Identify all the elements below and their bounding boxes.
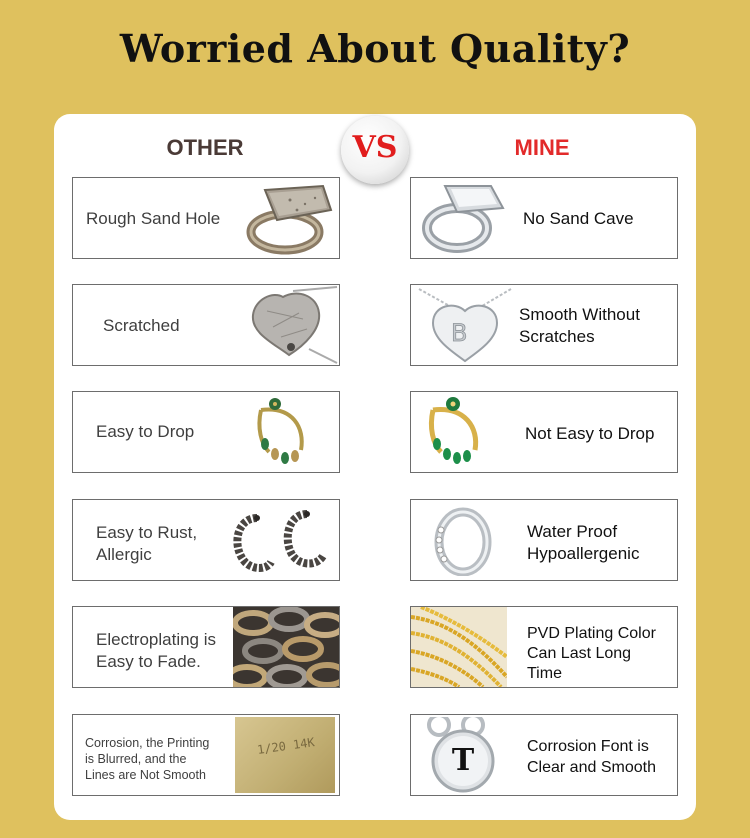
card-label: Rough Sand Hole xyxy=(86,209,221,228)
card-other-easy-drop xyxy=(72,391,340,473)
heart-pendant-icon xyxy=(415,285,515,365)
card-other-scratched xyxy=(72,284,340,366)
label-line: Lines are Not Smooth xyxy=(85,768,206,782)
card-other-corrosion xyxy=(72,714,340,796)
card-label: Not Easy to Drop xyxy=(525,424,655,443)
card-other-rust xyxy=(72,499,340,581)
label-line: PVD Plating Color xyxy=(527,625,656,642)
card-label xyxy=(527,736,656,778)
letter-pendant-icon xyxy=(417,717,509,793)
column-header-other: OTHER xyxy=(166,135,244,160)
column-header-mine: MINE xyxy=(514,135,570,160)
label-line: Scratches xyxy=(519,327,595,346)
card-mine-not-easy-drop xyxy=(410,391,678,473)
card-mine-smooth xyxy=(410,284,678,366)
gold-chain-icon xyxy=(411,607,507,687)
label-line: Easy to Fade. xyxy=(96,652,201,671)
label-line: is Blurred, and the xyxy=(85,752,187,766)
earring-icon xyxy=(413,394,493,470)
card-other-fade xyxy=(72,606,340,688)
vs-badge xyxy=(341,116,409,184)
label-line: Hypoallergenic xyxy=(527,544,640,563)
card-mine-clear-font xyxy=(410,714,678,796)
silver-hoop-icon xyxy=(425,504,505,576)
card-mine-sand-cave xyxy=(410,177,678,259)
label-line: Clear and Smooth xyxy=(527,759,656,776)
card-label xyxy=(96,629,216,673)
card-label xyxy=(96,522,197,566)
label-line: Easy to Rust, xyxy=(96,523,198,542)
card-mine-water-proof xyxy=(410,499,678,581)
label-line: Can Last Long xyxy=(527,645,632,662)
engraved-bar-icon xyxy=(235,717,335,793)
card-label: No Sand Cave xyxy=(523,209,634,228)
rusted-hoop-icon xyxy=(227,506,337,576)
card-other-sand-hole xyxy=(72,177,340,259)
engraving-text: 1/20 14K xyxy=(256,735,316,757)
pendant-letter: T xyxy=(451,743,475,778)
label-line: Corrosion, the Printing xyxy=(85,736,210,750)
label-line: Time xyxy=(527,665,562,682)
faded-chain-icon xyxy=(233,607,339,687)
label-line: Water Proof xyxy=(527,522,618,541)
label-line: Allergic xyxy=(96,545,152,564)
label-line: Corrosion Font is xyxy=(527,738,649,755)
polished-ring-icon xyxy=(419,180,511,256)
earring-icon xyxy=(239,394,319,470)
svg-text:B: B xyxy=(451,319,468,347)
card-label xyxy=(85,735,209,783)
card-label xyxy=(527,521,639,565)
card-label: Easy to Drop xyxy=(96,422,195,441)
label-line: Electroplating is xyxy=(96,630,217,649)
rough-ring-icon xyxy=(245,180,337,256)
page-title: Worried About Quality? xyxy=(119,26,631,71)
card-label xyxy=(519,304,640,348)
scratched-heart-icon xyxy=(233,285,339,365)
card-label: Scratched xyxy=(103,316,180,335)
label-line: Smooth Without xyxy=(519,305,640,324)
card-mine-pvd xyxy=(410,606,678,688)
card-label xyxy=(527,624,656,684)
vs-label: VS xyxy=(352,130,398,165)
